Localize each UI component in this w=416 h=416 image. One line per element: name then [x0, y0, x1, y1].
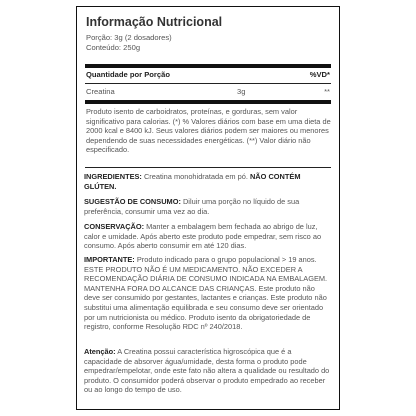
vd-header: %VD* — [309, 70, 330, 79]
portion-text: Porção: 3g (2 dosadores) — [86, 33, 172, 42]
nutrition-title: Informação Nutricional — [86, 15, 223, 29]
important-text: Produto indicado para o grupo populacional > 19 anos. ESTE PRODUTO NÃO É UM MEDICAMENTO. NÃO EXCEDER A RECOMENDAÇÃO DIÁRIA DE CONSUMO INDICADA NA EMBALAGEM. MANTENHA FORA DO ALCANCE DAS CRIANÇAS. Este produto não deve ser consumido por gestantes, lactantes e crianças. Este produto não substitui uma alimentação equilibrada e seu consumo deve ser orientado por um nutricionista ou médico. Produto isento da obrigatoriedade de registro, conforme Resolução RDC nº 240/2018. — [84, 255, 328, 332]
gluten-warning: NÃO CONTÉM GLÚTEN. — [84, 172, 301, 191]
suggestion-label: SUGESTÃO DE CONSUMO: — [84, 197, 181, 206]
nutrient-name: Creatina — [86, 87, 115, 96]
section-divider — [85, 167, 331, 168]
content-text: Conteúdo: 250g — [86, 43, 141, 52]
attention-label: Atenção: — [84, 347, 116, 356]
important-label: IMPORTANTE: — [84, 255, 135, 264]
ingredients-text: Creatina monohidratada em pó. — [141, 172, 250, 181]
nutrient-amount: 3g — [237, 87, 246, 96]
thin-divider — [85, 83, 331, 84]
conservation-text: Manter a embalagem bem fechada ao abrigo de luz, calor e umidade. Após aberto este produto pode empedrar, sem risco ao consumo. Após aberto consumir em até 120 dias. — [84, 222, 322, 251]
attention-text: A Creatina possui característica higroscópica que é a capacidade de absorver água/umidade, desta forma o produto pode empedrar/empelotar, onde este fato não altera a qualidade ou resultado do produto. O consumidor poderá observar o produto empedrado ao receber ou ao longo do tempo de uso. — [84, 347, 330, 395]
thick-divider — [85, 100, 331, 104]
nutrition-footnote: Produto isento de carboidratos, proteínas, e gorduras, sem valor significativo para calorias. (*) % Valores diários com base em uma dieta de 2000 kcal e 8400 kJ. Seus valores diários podem ser maiores ou menores dependendo de suas necessidades energéticas. (**) Valor diário não especificado. — [86, 107, 331, 155]
suggestion-section — [84, 197, 330, 216]
important-section — [84, 255, 330, 332]
conservation-section — [84, 222, 330, 251]
ingredients-section — [84, 172, 330, 191]
attention-section — [84, 347, 330, 395]
nutrient-vd: ** — [324, 87, 330, 96]
suggestion-text: Diluir uma porção no líquido de sua preferência, consumir uma vez ao dia. — [84, 197, 300, 216]
quantity-header: Quantidade por Porção — [86, 70, 170, 79]
thick-divider — [85, 64, 331, 68]
conservation-label: CONSERVAÇÃO: — [84, 222, 145, 231]
ingredients-label: INGREDIENTES: — [84, 172, 142, 181]
